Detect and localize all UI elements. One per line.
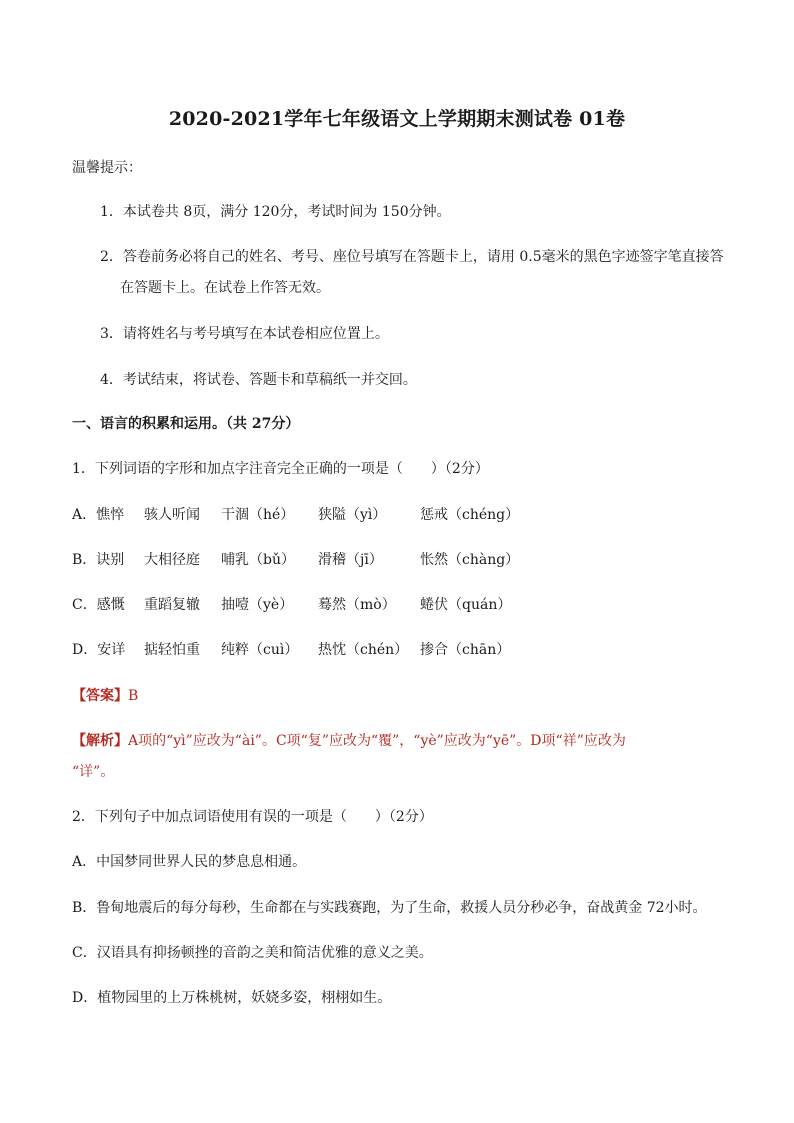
- option-word: 掂轻怕重: [144, 642, 200, 658]
- analysis-text: A项的“yì”应改为“ài”。C项“复”应改为“覆”，“yè”应改为“yē”。D项“祥”应改为: [128, 733, 626, 749]
- option-word: 干涸（hé）: [221, 507, 295, 523]
- option-word: 掺合（chān）: [420, 642, 511, 658]
- answer-line: [72, 686, 138, 706]
- answer-tag: 【答案】: [72, 688, 128, 704]
- option-word: 抽噎（yè）: [221, 597, 294, 613]
- option-label-word: C．感慨: [72, 597, 125, 613]
- tip-2-continued: 在答题卡上。在试卷上作答无效。: [120, 280, 330, 296]
- option-word: 骇人听闻: [144, 507, 200, 523]
- question-2-option-c: C．汉语具有抑扬顿挫的音韵之美和简洁优雅的意义之美。: [72, 945, 433, 961]
- option-word: 惩戒（chéng）: [420, 507, 520, 523]
- option-word: 哺乳（bǔ）: [221, 552, 295, 568]
- analysis-tag: 【解析】: [72, 733, 128, 749]
- tip-4: 4．考试结束，将试卷、答题卡和草稿纸一并交回。: [100, 372, 417, 388]
- option-word: 蓦然（mò）: [318, 597, 396, 613]
- option-word: 怅然（chàng）: [420, 552, 520, 568]
- page-title: 2020-2021学年七年级语文上学期期末测试卷 01卷: [168, 108, 626, 130]
- option-label-word: B．诀别: [72, 552, 125, 568]
- question-2-option-b: B．鲁甸地震后的每分每秒，生命都在与实践赛跑，为了生命，救援人员分秒必争，奋战黄金 72小时。: [72, 900, 707, 916]
- analysis-line-1: [72, 731, 626, 751]
- option-word: 狭隘（yì）: [318, 507, 387, 523]
- tip-1: 1．本试卷共 8页，满分 120分，考试时间为 150分钟。: [100, 204, 451, 220]
- option-word: 蜷伏（quán）: [420, 597, 512, 613]
- option-word: 热忱（chén）: [318, 642, 409, 658]
- option-word: 纯粹（cuì）: [221, 642, 299, 658]
- tips-heading: 温馨提示：: [72, 160, 142, 176]
- option-word: 重蹈复辙: [144, 597, 200, 613]
- option-label-word: A．憔悴: [72, 507, 125, 523]
- tip-2: 2．答卷前务必将自己的姓名、考号、座位号填写在答题卡上，请用 0.5毫米的黑色字迹签字笔直接答: [100, 249, 724, 265]
- section-heading: 一、语言的积累和运用。（共 27分）: [72, 416, 300, 432]
- option-label-word: D．安详: [72, 642, 126, 658]
- analysis-line-2: “详”。: [72, 764, 115, 780]
- question-2-option-d: D．植物园里的上万株桃树，妖娆多姿，栩栩如生。: [72, 990, 392, 1006]
- question-2-stem: 2．下列句子中加点词语使用有误的一项是（ ）（2分）: [72, 809, 433, 825]
- question-1-stem: 1．下列词语的字形和加点字注音完全正确的一项是（ ）（2分）: [72, 461, 489, 477]
- option-word: 大相径庭: [144, 552, 200, 568]
- tip-3: 3．请将姓名与考号填写在本试卷相应位置上。: [100, 326, 389, 342]
- question-2-option-a: A．中国梦同世界人民的梦息息相通。: [72, 854, 307, 870]
- option-word: 滑稽（jī）: [318, 552, 383, 568]
- answer-value: B: [128, 688, 139, 704]
